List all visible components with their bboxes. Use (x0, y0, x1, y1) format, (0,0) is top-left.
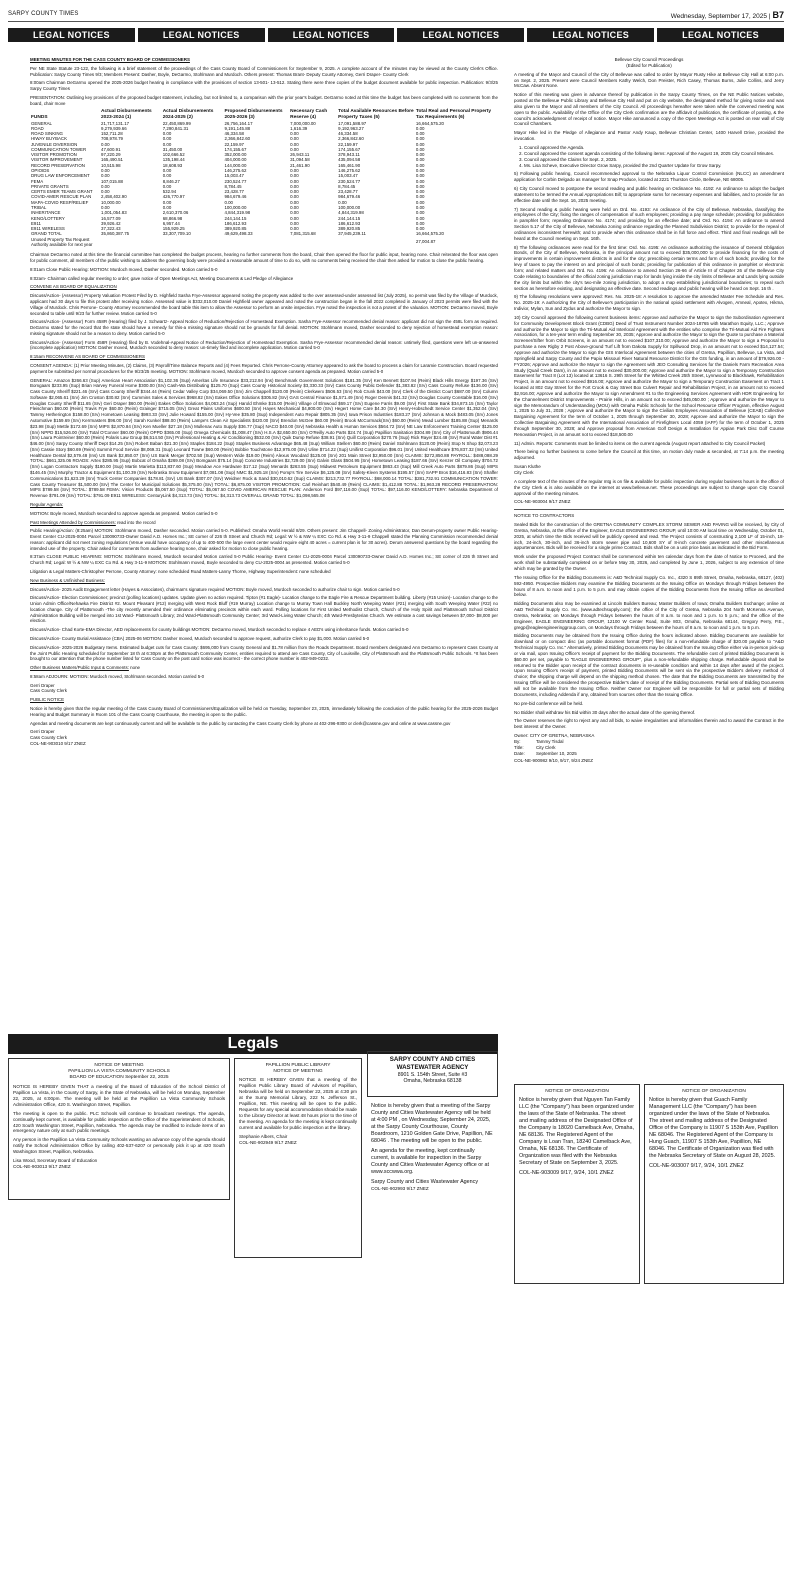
budget-cell: 532.94 (162, 189, 177, 195)
cass-paragraph: MOTION: Boyle moved, Murdoch seconded to approve agenda as prepared. Motion carried 5-0 (30, 510, 218, 516)
notice-code: COL-NE-902949 9/17 ZNEZ (239, 1140, 297, 1146)
budget-cell: 0.00 (162, 131, 172, 137)
budget-cell: 23,428.77 (338, 189, 358, 195)
cass-paragraph: Past Meetings Attended by Commissioners: read into the record (30, 519, 156, 525)
budget-cell: 27,004.87 (415, 239, 436, 245)
budget-cell: 0.00 (415, 173, 425, 179)
budget-cell: 107,015.88 (101, 178, 123, 184)
budget-cell (162, 237, 224, 248)
masthead (8, 8, 784, 22)
gretna-paragraph: Work under the proposed Project Contract shall be commenced within ten calendar days from the date of Notice to Proceed, and the work shall be substantially completed on or before May 30, 2026, and completed by June 1, 2026, subject to any extension of time which may be granted by the Owner. (514, 554, 784, 571)
budget-cell: 49,629,498.33 (224, 231, 253, 237)
cass-title: MEETING MINUTES FOR THE CASS COUNTY BOARD OF COMMISSIONERS (30, 57, 190, 62)
gretna-paragraph: No pre-bid conference will be held. (514, 700, 584, 706)
budget-cell: 9,191,145.88 (224, 125, 251, 131)
budget-cell: HIWAY BUYBACK (31, 136, 68, 142)
list-item: 1. Council approved the Agenda. (524, 145, 784, 151)
budget-cell: 10,515.98 (101, 162, 121, 168)
budget-cell: TRIBAL (31, 205, 47, 210)
budget-column-header: Actual Disbursements 2023-2024 (1) (101, 109, 152, 120)
budget-cell: 102,666.52 (162, 152, 185, 158)
budget-cell: VISITOR PROMOTION (31, 152, 77, 158)
budget-cell: 33,307,709.10 (162, 231, 191, 237)
notice-code: COL-NE-902993 9/17 ZNEZ (371, 1186, 429, 1192)
budget-cell: 37,945,239.11 (338, 231, 366, 237)
budget-cell: 0.00 (415, 157, 425, 163)
budget-cell: 0.00 (415, 141, 425, 147)
cass-paragraph: 8:37am CLOSE PUBLIC HEARING: MOTION: Stohlmann moved, Murdoch seconded Motion carried 5-0 Public Hearing- Event Center CU-2025-0004 Parcel 130090733-Owner David A.D. Homes Inc.; SE corner of 226 th Street and Church Rd; Legal: W ½ & NW ¼ EXC Co Rd. & Hwy 3-11-9 MOTION: Stohlmann moved, Boyle seconded to deny CU-2025-0004 as presented. Motion carried 5-0 (30, 554, 498, 566)
budget-cell: 0.00 (290, 194, 299, 200)
budget-cell: 0.00 (415, 205, 425, 210)
notice-paragraph: Notice is hereby given that Nguyen Tan Family LLC (the "Company") has been organized under the laws of the State of Nebraska. The street and mailing address of the Designated Office of the Company is 18020 Camelback Ave, Omaha, NE 68136. The Registered Agent of the Company is Loan Tran, 18240 Camelback Ave, Omaha, NE 68136. The Certificate of Organization was filed with the Nebraska Secretary of State on September 3, 2025. (519, 1097, 635, 1167)
budget-cell: 1,001,054.83 (101, 210, 127, 216)
budget-cell: 152,711.28 (101, 131, 123, 137)
banner-label: LEGAL NOTICES (8, 28, 135, 42)
budget-column-header: Proposed Disbursements 2025-2026 (3) (224, 109, 283, 120)
budget-cell: KENO/LOTTERY (31, 215, 65, 221)
budget-cell: 0.00 (415, 189, 425, 195)
budget-cell: 31,094.58 (290, 157, 310, 163)
budget-cell: 0.00 (415, 194, 425, 200)
budget-cell: 7,290,841.31 (162, 125, 189, 131)
budget-cell: 0.00 (415, 210, 425, 216)
budget-cell: 155,929.25 (162, 226, 185, 232)
budget-cell: 0.00 (290, 220, 299, 226)
budget-cell: 35,860,387.75 (101, 231, 130, 237)
cass-paragraph: 8:58am ADJOURN: MOTION: Murdoch moved, Stohlmann seconded. Motion carried 5-0 (30, 673, 205, 679)
budget-cell: 146,275.62 (224, 168, 247, 174)
nguyen-tan-organization-notice: NOTICE OF ORGANIZATION Notice is hereby given that Nguyen Tan Family LLC (the "Company") has been organized under the laws of the State of Nebraska. The street and mailing address of the Designated Office of the Company is 18020 Camelback Ave, Omaha, NE 68136. The Registered Agent of the Company is Loan Tran, 18240 Camelback Ave, Omaha, NE 68136. The Certificate of Organization was filed with the Nebraska Secretary of State on September 3, 2025. COL-NE-903009 9/17, 9/24, 10/1 ZNEZ (514, 1084, 640, 1284)
budget-cell: 0.00 (290, 178, 299, 184)
budget-cell: 0.00 (415, 125, 425, 131)
budget-cell: 4,844,319.98 (224, 210, 251, 216)
budget-column-header: Necessary Cash Reserve (4) (290, 109, 328, 120)
budget-cell: GRAND TOTAL (31, 231, 62, 237)
signature-block: Susan Kluthe City Clerk (514, 464, 541, 475)
gretna-paragraph: Bidding Documents also may be examined at Lincoln Builders Bureau; Master Builders of Iowa; Omaha Builders Exchange; online at A&D Technical Supply Co. Inc. (www.adtechsupply.com); the office of the City of Gretna, Nebraska 204 North McKenna Avenue, Gretna, Nebraska; on Mondays through Fridays between the hours of 8 a.m. to noon and 1 p.m. to 5 p.m.; and the office of the Engineer, EAGLE ENGINEERING GROUP, 12100 W Center Road, Suite 803, Omaha, Nebraska 68144, Gregory Perry, P.E., gregp@eagleengineeringgroup.com, on Mondays through Fridays between the hours of 8 a.m. to noon and 1 p.m. to 5 p.m. (514, 601, 784, 630)
budget-cell: 244,144.15 (338, 215, 361, 221)
list-item: 3. Council approved the Claims for Sept. 2, 2025. (524, 157, 784, 163)
budget-cell: RECORD PRESERVATION (31, 162, 85, 168)
section-heading: CONVENE AS BOARD OF EQUALIZATION (30, 284, 117, 290)
bellevue-paragraph: 10) City Council approved the following current business items: Approve and authorize the Mayor to sign the Subordination Agreement for Community Development Block Grant (CDBG) Deed of Trust Instrument Number 2024-18765 with Marathon Equity, LLC.; Approve and authorize the Mayor to sign the Tri-Mutual Aid Interlocal Agreement with the entities who comprise the Tri-Mutual Aid Fire Fighters Association, for a ten-year term ending September 30, 2035; Approve and authorize the Mayor to sign the Quote to purchase a Material Screener/Sifter from Orbit Screens, in an amount not to exceed $107,310.00; Approve and authorize the Mayor to sign a Proposal to purchase a new Rigby 2 Post Above-ground Turf Lift from Dakota Supply for Spillwood Drop, in an amount not to exceed $14,127.54; Approve and authorize the Mayor to sign the GIS Interlocal Agreement between the cities of Gretna, Papillion, Bellevue, La Vista, and Springfield and Sarpy County and the Papio Missouri River Natural Resource District for the GIS funding, in an amount of $79,926.00 - FY2026; Approve and authorize the Mayor to sign the Agreement with JEO Consulting Services for the Daniels Farm Recreation Area Study (Quail Creek Dam), in an amount not to exceed $30,000.00; Approve and authorize the Mayor to sign a Temporary Construction Easement for Tract 8 (Lot 13) located at 13616 S. 29th Street for the Whitted Creek 25th Street, Lynnwood to Blackhawk, Rehabilitation Project, in an amount not to exceed $916.00; Approve and authorize the Mayor to sign a Temporary Construction Easement on Tract 1 located at 802 Gay Street for the Fort Crook & Gay Street Box Culvert Repair and Rehabilitation Project, in an amount not to exceed $2,916.00; Approve and authorize the Mayor to sign Amendment #1 to the Engineering Services Agreement with HDR Engineering for the Channelment District Improvements - Prairie Hills, in an amount not to exceed $45,050.00 ; Approve and authorize the Mayor to sign the Memorandum of Understanding (MOU) with Omaha Public Schools for the School Resource Officer Program, effective August 1, 2025 to July 31, 2028 ; Approve and authorize the Mayor to sign the Civilian Employees Association of Bellevue (CEAB) Collective Bargaining Agreement for the term of October 1, 2025 through September 30, 2028; Approve and authorize the Mayor to sign the Collective Bargaining Agreement with the International Association of Firefighters Local 4059 (IAFF) for the term of October 1, 2025 through September 30, 2028; and Approve proposal from American Golf Design & Installation for Appian Park Disc Golf Course Renovation Project, in an amount not to exceed $18,500.00 (514, 314, 784, 437)
budget-column-header: Total Available Resources Before Property Taxes (5) (338, 109, 414, 120)
budget-cell: 0.00 (290, 189, 299, 195)
budget-cell: 16,664,575.20 (415, 231, 445, 237)
budget-cell: INHERITANCE (31, 210, 61, 216)
budget-cell: 39,926.42 (101, 220, 121, 226)
budget-cell: 0.00 (290, 205, 299, 210)
budget-cell: 0.00 (290, 168, 299, 174)
cass-presentation: PRESENTATION: Outlining key provisions of the proposed budget statement, including, but not limited to, a comparison with the prior year's budget. DeGarmo noted at this time the budget has been completed with no comments from the board, chair move (30, 94, 498, 106)
budget-cell: E911 (31, 220, 41, 226)
budget-cell: 97,220.29 (101, 152, 121, 158)
budget-cell: 47,600.91 (101, 146, 121, 152)
budget-cell: 435,094.58 (338, 157, 361, 163)
budget-cell: 46,334.58 (224, 131, 244, 137)
bellevue-proceedings (514, 57, 784, 505)
cass-paragraph: Discuss/Action- (Assessor) Form 458R (Hearing) filed by B. Vodehnal-Appeal Notice of Reduction/Rejection of Homestead Exemption. Sasha Frye-Assessor recommended denial reason: untimely filed, questions were left un-answered (incomplete application) MOTION: Dasher moved, Murdoch seconded to deny reason: un-timely filed and incomplete application. Motion carried 5-0 (30, 339, 498, 351)
budget-cell: 46,334.58 (338, 131, 358, 137)
signature: Stephanie Albers, Chair (239, 1134, 288, 1140)
budget-cell: ROAD (31, 125, 44, 131)
budget-cell: 8,784.45 (224, 183, 242, 189)
wastewater-agency-box: SARPY COUNTY AND CITIES WASTEWATER AGENCY 8901 S. 154th Street, Suite #3 Omaha, Nebraska 68138 (367, 1051, 498, 1097)
budget-cell: 0.00 (101, 141, 110, 147)
public-notice: Agendas and meeting documents are kept continuously current and will be available to the public by contacting the Cass County Clerk by phone at 402-296-9300 or clerk@cassne.gov and online at www.cassne.gov (30, 720, 451, 726)
papillion-la-vista-schools-notice: NOTICE OF MEETING PAPILLION LA VISTA COMMUNITY SCHOOLS BOARD OF EDUCATION September 22, 2025 NOTICE IS HEREBY GIVEN THAT a meeting of the Board of Education of the School District of Papillion La Vista, in the County of Sarpy, in the State of Nebraska, will be held on Monday, September 22, 2025, at 6:00pm. The meeting will be held at the Papillion La Vista Community Schools Administration Office, 420 S. Washington Street, Papillion. The meeting is open to the public. PLC Schools will continue to broadcast meetings. The agenda, continually kept current, is available for public inspection at the Office of the Superintendent of Schools, 420 South Washington Street, Papillion, Nebraska. The agenda may be modified to include items of an emergency nature only at such public meetings. Any person in the Papillion La Vista Community Schools wanting an advance copy of the agenda should notify the School Administration Office by calling 402-537-6207 or personally pick it up at 420 South Washington Street, Papillion, Nebraska. Lisa Wood, Secretary Board of Education COL-NE-903013 9/17 ZNEZ (8, 1058, 230, 1200)
cass-paragraph: Other Business Matters/Public Input & Comments: none (30, 665, 141, 671)
budget-cell: 22,159.97 (338, 141, 358, 147)
budget-cell: 0.00 (101, 183, 110, 189)
budget-cell: 389,920.85 (338, 226, 361, 232)
budget-cell: 100,000.00 (338, 205, 361, 210)
gretna-paragraph: No Bidder shall withdraw his Bid within 30 days after the actual date of the opening thereof. (514, 709, 696, 715)
budget-cell: 146,275.62 (338, 168, 361, 174)
cass-paragraph: Discuss/Action- (Assessor) Property Valuation Protest Filed by D. Highfield Sasha Frye-Assessor appeared noting the property was added to the over assessed-under assessed list (July 2025), no permit was filed by the Village of Murdock, applicant had 30 days to file this protest after receiving notice. Assessed value is $332,010.00 Daniel Highfield owner appeared and noted the construction began in the fall 2022 completed in January of 2023 permits were filed with the Village of Murdock. Chris Perrone- County Attorney recommended the board table this item to allow the Assessor to perform an onsite inspection. Frye noted the inspection is not a protest of the valuation. MOTION: DeGarmo moved, Boyle seconded to table until 9/23 for further review. Motion carried 5-0 (30, 293, 498, 316)
budget-cell: 165,461.90 (338, 162, 361, 168)
budget-cell: 0.00 (415, 178, 425, 184)
banner-label: LEGAL NOTICES (138, 28, 265, 42)
budget-cell: 0.00 (224, 199, 233, 205)
signature: Lisa Wood, Secretary Board of Education (13, 1158, 98, 1164)
budget-cell: 9,279,939.66 (101, 125, 127, 131)
bellevue-paragraph: A meeting of the Mayor and Council of the City of Bellevue was called to order by Mayor Rusty Hike at Bellevue City Hall at 6:00 p.m. on Sept. 2, 2025. Present were Council Members Kathy Welch, Don Preister, Rich Casey, Thomas Burns, Julie Collins, and Jerry McCaw. Absent None. (514, 71, 784, 89)
budget-cell: 165,490.51 (101, 157, 123, 163)
cass-paragraph: Discuss/Action- County Burial Assistance (CBA) 2025-06 MOTION: Dasher moved, Murdoch seconded to approve request, authorize Clerk to pay $1,000. Motion carried 5-0 (30, 636, 370, 641)
budget-cell: PRIVATE GRANTS (31, 183, 69, 189)
notice-paragraph: NOTICE IS HEREBY GIVEN THAT a meeting of the Board of Education of the School District of Papillion La Vista, in the County of Sarpy, in the State of Nebraska, will be held on Monday, September 22, 2025, at 6:00pm. The meeting will be held at the Papillion La Vista Community Schools Administration Office, 420 S. Washington Street, Papillion. (13, 1083, 225, 1107)
bellevue-paragraph: 5) Following public hearing, Council recommended approval to the Nebraska Liquor Control Commission (NLCC) an amendment application for Corbin Delgado as manager for Snap Produce, located at 2221 Thurston Circle, Bellevue, NE 68005. (514, 171, 784, 183)
budget-cell: 0.00 (290, 226, 299, 232)
budget-cell: 230,524.77 (338, 178, 361, 184)
budget-cell: 0.00 (101, 189, 110, 195)
section-heading: PUBLIC NOTICE (30, 697, 65, 703)
budget-cell: E911 WIRELESS (31, 226, 65, 232)
budget-cell: 8,846.27 (162, 178, 180, 184)
budget-cell (337, 237, 415, 248)
gretna-paragraph: The Owner reserves the right to reject any and all bids, to waive irregularities and informalities therein and to award the Contract in the best interest of the Owner. (514, 718, 784, 730)
budget-cell: 17,091,588.97 (338, 120, 367, 126)
budget-cell: 2,610,370.06 (162, 210, 189, 216)
notice-paragraph: Notice is hereby given that a meeting of the Sarpy County and Cities Wastewater Agency will be held at 4:00 PM , on Wednesday, September 24, 2025, at the Sarpy County Courthouse, County Boardroom, 1210 Golden Gate Drive, Papillion, NE 68046 . The meeting will be open to the public. (371, 1103, 493, 1145)
gretna-title-line: Title: City Clerk (514, 744, 556, 750)
section-heading: 8:15am RECONVENE AS BOARD OF COMMISSIONERS (30, 354, 145, 360)
budget-cell: 0.00 (415, 152, 425, 158)
notice-paragraph: NOTICE IS HEREBY GIVEN that a meeting of the Papillion Public Library Board of Advisors of Papillion, Nebraska will be held on September 22, 2025 at 4:30 pm at the Sump Memorial Library, 222 N. Jefferson St., Papillion, NE. This meeting will be open to the public. Requests for any special accommodation should be made to the Library Director at least 48 hours prior to the time of the meeting. An agenda for the meeting is kept continually current and available for public inspection at the library. (239, 1077, 357, 1131)
budget-cell: 0.00 (162, 205, 172, 210)
gretna-owner: Owner: CITY OF GRETNA, NEBRASKA (514, 733, 595, 739)
budget-cell: 0.00 (415, 162, 425, 168)
budget-cell: 0.00 (415, 226, 425, 232)
gretna-title: NOTICE TO CONTRACTORS (514, 513, 575, 519)
banner-label: LEGAL NOTICES (657, 28, 784, 42)
budget-cell: VISITOR IMPROVEMENT (31, 157, 83, 163)
budget-table (30, 109, 498, 247)
budget-cell (223, 237, 289, 248)
budget-cell: 23,428.77 (224, 189, 244, 195)
cass-paragraph: Litigation & Legal Matters-Christopher Perrone, County Attorney: none scheduled Road Matters-Lanny Thorne, Highway Superintendent: none scheduled (30, 568, 331, 574)
cass-intro: Per NE State Statute 23-122, the following is a brief statement of the proceedings of the Cass County Board of Commissioners for September 9, 2025. A complete account of the minutes may be viewed at the County Clerk's Office. Publication: Sarpy County Times 9/3; Members Present: Dasher, Boyle, DeGarmo, Stohlmann and Murdoch. Others present: Thomas Brant- Deputy County Attorney, Gerri Draper- County Clerk (30, 65, 498, 77)
gretna-paragraph: The Issuing Office for the Bidding Documents is: A&D Technical Supply Co. Inc., 4320 S 89th Street, Omaha, Nebraska, 68127, (402) 592-4950. Prospective Bidders may examine the Bidding Documents at the Issuing Office on Mondays through Fridays between the hours of 8 a.m. to noon and 1 p.m. to 5 p.m. and may obtain copies of the Bidding Documents from the Issuing Office as described below. (514, 574, 784, 598)
banner-label: LEGAL NOTICES (527, 28, 654, 42)
bellevue-paragraph: 6) City Council moved to postpone the second reading and public hearing on Ordinance No. 4192: An ordinance to adopt the budget statement to be termed the Annual Appropriations Bill; to appropriate sums for necessary expenses and liabilities, and to provide for an effective date until the Sept. 16, 2025 meeting. (514, 186, 784, 203)
list-item: 4. Ms. Lisa Scheve, Executive Director Grow Sarpy, provided the 2nd Quarter Update for Grow Sarpy. (524, 163, 784, 169)
budget-cell: 0.00 (338, 199, 347, 205)
budget-cell: 0.00 (162, 173, 172, 179)
banner-label: LEGAL NOTICES (268, 28, 395, 42)
budget-cell: 1,616.39 (290, 125, 308, 131)
budget-cell: MAPA-COVID RESP/RELIEF (31, 199, 89, 205)
gretna-by: By: Tammy Tisdal (514, 738, 564, 744)
budget-cell: 0.00 (162, 168, 172, 174)
cass-paragraph: 8:02am- Chairman called regular meeting to order; gave notice of Open Meetings Act, Meeting Documents & Led Pledge of Allegiance (30, 275, 294, 281)
bellevue-title: Bellevue City Council Proceedings (614, 57, 684, 62)
budget-cell: JUVENILE DIVERSION (31, 141, 78, 147)
budget-cell: Unused Property Tax Request Authority available for next year (31, 236, 93, 247)
bellevue-paragraph: There being no further business to come before the Council at this time, on motion duly made & seconded, at 7:14 p.m. the meeting adjourned. (514, 449, 784, 461)
budget-cell: 2,458,402.90 (101, 194, 127, 200)
cass-paragraph: Public Hearing/Action: (8:25am) MOTION: Stohlmann moved, Dasher seconded. Motion carried 5-0. Published: Omaha World Herald 8/29. Others present: Jim Chappell- Zoning Administrator, Dan Derum-property owner Public Hearing- Event Center CU-2025-0004 Parcel 130090733-Owner David A.D. Homes Inc.; SE corner of 226 th Street and Church Rd; Legal: W ½ & NW ¼ EXC Co Rd. & Hwy 3-11-9 Chappell stated the Planning Commission recommended denial reason: applicant did not meet zoning regulations (Venue would have occupancy of up to 400-500 the large event center would require eight 40 acres = current plan is for 30 acres). Derum answered questions by the board regarding the intended use of the property. Chair asked for comments from audience hearing none, chair asked for motion to close public hearing. (30, 528, 498, 551)
notice-paragraph: Notice is hereby given that Guach Family Management LLC (the "Company") has been organized under the laws of the State of Nebraska. The street and mailing address of the Designated Office of the Company is 11907 S 153th Ave, Papillion NE 68046. The Registered Agent of the Company is Hung Guach, 11907 S 153th Ave, Papillion, NE 68046. The Certificate of Organization was filed with the Nebraska Secretary of State on August 28, 2025. (649, 1097, 778, 1160)
cass-paragraph: Chairman DeGarmo noted at this time the financial committee has completed the budget process, hearing no further comments from the board, Chair then opened the floor for public input, hearing none. Chair reiterated the floor was open for public comment, all members of the public wishing to address the governing body were provided a reasonable amount of time to do so, with no comments being received the chair then asked for motion to close the public hearing. (30, 252, 498, 264)
budget-cell: 0.00 (101, 168, 110, 174)
budget-cell: 174,155.67 (224, 146, 247, 152)
bellevue-paragraph: Notice of this meeting was given in advance thereof by publication in the Sarpy County Times, on the NE Public Notices website, posted at the Bellevue Public Library and Bellevue City Hall and put on city website, the designated method for giving notice and was also given to the Mayor and all members of the City Council. All proceedings hereafter were taken while the convened meeting was open to the public. Availability of the Office of the City Clerk confirmation are the affidavit of publication, the certificate of posting, & the council's acknowledgment of receipt of notice. Mayor Hike announced a copy of the Open Meetings Act is posted on rear wall of City Council Chambers. (514, 92, 784, 127)
cass-paragraph: Discuss/Action- Election Commissioner; precinct (polling locations) updates. Update given no action required. Tipton (#1 Eagle)- Location change to the Eagle Fire & Rescue Department building. Liberty (#15 Union)- Location change to the Union Admin Office/Nehawka Fire District #2. Mount Pleasant (#12) merging with West Rock Bluff (#19 Murray) Location change to Murray Town Hall Buckley North Weeping Water (#21) merging with South Weeping Water (#22) no location change. City of Plattsmouth -The city recently amended their ordinance eliminating precincts within each ward. Polling locations for First United Methodist Church, Church of the Holy Spirit and Plattsmouth School District Administration Building will be merged into 1st Ward- Plattsmouth Library; 2nd Ward-Plattsmouth Community Center; 3rd Ward-Living Water Church; 4th Ward-Presbyterian Church. We estimate a cost savings between $7,000- $8,000 per election. (30, 595, 498, 624)
budget-cell: 352,000.00 (224, 152, 247, 158)
budget-cell: 0.00 (415, 131, 425, 137)
budget-column-header: Total Real and Personal Property Tax Requirements (6) (415, 109, 492, 120)
budget-cell: 22,450,869.99 (162, 120, 191, 126)
budget-cell: 0.00 (415, 183, 425, 189)
section-heading: Regular Agenda: (30, 501, 64, 507)
notice-code: COL-NE-903004 9/17 ZNEZ (514, 499, 571, 505)
cass-paragraph: CONSENT AGENDA: (1) Prior Meeting Minutes, (2) Claims, (3) Payroll/Time Balance Reports and (4) Fees Reported. Chris Perrone-County Attorney appeared to ask the board to process a claim for Laramie Construction. Board requested payment be submitted per normal procedures for the 9/23/25 meeting. MOTION: Stohlmann moved, Murdoch seconded to approve consent agenda as prepared. Motion carried 5-0 (30, 362, 498, 374)
budget-cell: 0.00 (415, 199, 425, 205)
budget-cell: 7,081,315.68 (290, 231, 316, 237)
public-notice: Notice is hereby given that the regular meeting of the Cass County Board of Commissioners/Equalization will be held on Tuesday, September 23, 2025, immediately following the conclusion of the public hearing for the 2025-2026 Budget Hearing and Budget Summary in Room 101 of the Cass County Courthouse, the meeting is open to the public. (30, 706, 498, 717)
budget-cell: 2,366,842.60 (224, 136, 251, 142)
budget-cell: 21,717,131.17 (101, 120, 130, 126)
budget-cell: 0.00 (290, 173, 299, 179)
bellevue-paragraph: 8) The following ordinances were read for the first time: Ord. No. 4195: An ordinance authorizing the issuance of General Obligation Bonds, of the City of Bellevue, Nebraska, in the principal amount not to exceed $35,000,000 to provide financing for the costs of improvements in certain improvement districts in and for the city; prescribing certain terms and form of such bonds; providing for the levy of taxes to pay the interest on and principal of such bonds; providing for publication of this ordinance in pamphlet or electronic form; and related matters and Ord. No. 4196: An ordinance to amend Section 26-66 of Article III of Chapter 26 of the Bellevue City Code relating to boundaries of the official zoning jurisdiction map for lands lying inside the city limits of Bellevue and Lands lying outside the city limits but within the city's two-mile zoning jurisdiction, to adopt a map establishing jurisdictional boundaries; to repeal such section as heretofore existing, and designating an effective date. Second readings and public hearing will be heard on Sept. 16 th . (514, 244, 784, 291)
bellevue-list (524, 145, 784, 168)
budget-cell: 144,000.00 (224, 162, 247, 168)
budget-cell: 4,844,319.98 (338, 210, 364, 216)
bellevue-paragraph: 7) Second reading & public hearing were held on Ord. No. 4193: An ordinance of the City of Bellevue, Nebraska, classifying the employees of the City; fixing the ranges of compensation of such employees; providing a pay range schedule; providing for publication in pamphlet form; repealing Ordinance No. 4174; and providing for an effective date; and Ord. No. 4194: An ordinance to amend Section 5.17 of the City of Bellevue, Nebraska zoning ordinance regarding the Planned Subdivision District; to provide for the repeal of ordinances inconsistent herewith; and to provide when this ordinance shall be in full force and effect. Third and final readings will be heard at the Council meeting on Sept. 16th. (514, 206, 784, 241)
notice-code: COL-NE-903007 9/17, 9/24, 10/1 ZNEZ (649, 1163, 744, 1170)
budget-cell: 0.00 (415, 136, 425, 142)
page-number: B7 (772, 10, 784, 20)
budget-cell: 0.00 (162, 136, 172, 142)
budget-cell: 174,155.67 (338, 146, 361, 152)
budget-cell: 0.00 (101, 205, 110, 210)
gretna-paragraph: Bidding Documents may be obtained from the Issuing Office during the hours indicated above. Bidding Documents are available for download or on compact disc (as portable document format (PDF) files) for a non-refundable charge of $20.00 payable to "A&D Technical Supply Co. Inc." Alternatively, printed Bidding Documents may be obtained from the Issuing Office either via in-person pick-up or via mail, upon Issuing Office's receipt of payment for the Bidding Documents. The refundable cost of printed Bidding Documents is $60.00 per set, payable to "EAGLE ENGINEERING GROUP", plus a non-refundable shipping charge. Refundable deposit shall be returned to the Bidder upon receipt of the contract documents in re-useable condition and within 14 days after award of the project. Upon Issuing Office's receipt of payment, printed Bidding Documents will be sent via the prospective Bidder's delivery method of choice; the shipping charge will depend on the shipping method chosen. The date that the Bidding Documents are transmitted by the Issuing Office will be considered the prospective Bidder's date of receipt of the Bidding Documents. Partial sets of Bidding Documents will not be available from the Issuing Office. Neither Owner nor Engineer will be responsible for full or partial sets of Bidding Documents, including Addenda if any, obtained from sources other than the Issuing Office. (514, 633, 784, 697)
notice-code: COL-NE-903009 9/17, 9/24, 10/1 ZNEZ (519, 1170, 614, 1177)
budget-cell: 15,003.47 (224, 173, 244, 179)
budget-cell: 244,144.15 (224, 215, 247, 221)
budget-cell (289, 237, 337, 248)
cass-county-minutes (30, 57, 498, 1025)
notice-paragraph: The meeting is open to the public. PLC Schools will continue to broadcast meetings. The agenda, continually kept current, is available for public inspection at the Office of the Superintendent of Schools, 420 South Washington Street, Papillion, Nebraska. The agenda may be modified to include items of an emergency nature only at such public meetings. (13, 1110, 225, 1134)
budget-cell: 426,770.97 (162, 194, 185, 200)
budget-cell: CERTS EMER TEAMS GRANT (31, 189, 93, 195)
budget-cell: 135,198.44 (162, 157, 185, 163)
budget-cell: 26,756,164.17 (224, 120, 253, 126)
newspaper-name: SARPY COUNTY TIMES (8, 11, 79, 17)
budget-cell: 68,866.98 (162, 215, 183, 221)
budget-cell: 0.00 (290, 141, 299, 147)
budget-cell (100, 237, 162, 248)
cass-opening: 8:00am Chairman DeGarmo opened the 2025-2026 budget hearing in compliance with the provisions of section 13-501- 13-512. Stating there were three copies of the budget document available for public inspection. Publication: 9/3/25 Sarpy County Times (30, 80, 498, 92)
budget-cell: 2,366,842.60 (338, 136, 364, 142)
gretna-paragraph: Sealed Bids for the construction of the GRETNA COMMUNITY COMPLEX STORM SEWER AND PAVING will be received, by City of Gretna, Nebraska, at the office of the Engineer, EAGLE ENGINEERING GROUP, until 10:00 AM local time on Wednesday, October 01, 2025, at which time the Bids received will be publicly opened and read. The Project consists of constructing 2,100 LF of 15-inch, 18-inch, 24-inch, 30-inch, and 36-inch storm sewer pipe and 10,600 SY of 8-inch concrete pavement and other miscellaneous appurtenances. Bids will be received for a single prime Contract. Bids shall be on a unit price basis as indicated in the Bid Form. (514, 522, 784, 551)
budget-cell: 0.00 (162, 199, 172, 205)
budget-cell: 0.00 (415, 220, 425, 226)
gretna-notice-to-contractors (514, 509, 784, 764)
budget-cell: 9,192,963.27 (338, 125, 364, 131)
budget-cell: 10,000.00 (101, 199, 121, 205)
budget-cell: 0.00 (290, 183, 299, 189)
legal-notices-banner (8, 28, 784, 42)
cass-paragraph: Discuss/Action- (Assessor) Form 458R (Hearing) filed by J. Schwartz- Appeal Notice of Reduction/Rejection of Homestead Exemption. Sasha Frye-Assessor recommended denial reason: applicant did not sign the 458L form as required. DeGarmo stated for the record that the state should have a remedy for this-a missing signature should not be grounds for full denial. MOTION: Stohlmann moved, Dasher seconded to deny rejection of homestead exemption reason: missing signature should not be a reason to deny. Motion carried 5-0 (30, 319, 498, 336)
budget-cell: 0.00 (101, 173, 110, 179)
budget-cell: 230,524.77 (224, 178, 247, 184)
budget-cell: 186,612.93 (224, 220, 247, 226)
budget-cell: 404,000.00 (224, 157, 247, 163)
budget-cell: DRUG LAW ENFORCEMENT (31, 173, 90, 179)
signature: Sarpy County and Cities Wastewater Agency (371, 1179, 479, 1186)
budget-cell: 0.00 (415, 168, 425, 174)
budget-cell: 18,608.93 (162, 162, 183, 168)
claims-paragraph: GENERAL: Amazon $266.63 (Sup) American Heart Association $1,102.36 (Sup) Ameritas Life Insurance $33,212.94 (Ins) Benchmark Government Solutions $181.35 (Srv) Ken Bennett $107.94 (Reim) Black Hills Energy $197.36 (Srv) Bomgaars $233.95 (Sup) Brian Harvey Funeral Home $300.00 (Srv) Cash-Wa Distributing $125.70 (Sup) Cass County Historical Society $3,330.33 (Srv) Cass County Public Defender $1,383.82 (Srv) Cass County Refuse $136.00 (Srv) Cass County Sheriff $221.46 (Srv) Cass County Sheriff $344.44 (Reim) Cedar Valley Corp $34,069.50 (Srv) Jim Chappell $120.00 (Reim) Clerkwerx $506.53 (Srv) Rob Crunk $43.00 (Srv) Clerk of the District Court $687.00 (Srv) Column Software $2,065.61 (Srv) Jim Croston $30.82 (Srv) Cummins Sales & Services $968.82 (Srv) Eakes Office Solutions $305.82 (Srv) GAS Central Finance $1,571.49 (Srv) Roger Dennis $41.32 (Srv) Douglas County Constable $16.00 (Srv) Douglas County Sheriff $11.65 (Srv) Geri Draper $60.00 (Reim) Eakes Office Solutions $4,063.24 (Sup) Harold Ehmke $15.00 (Reim) Village of Elmwood $69.17 (Srv) Eugene Farris $9.00 (Srv) First State Bank $34,873.15 (Srv) Taylor Fleischman $60.00 (Reim) Travis Frye $60.00 (Reim) Grainger $715.05 (Srv) Great Plains Uniforms $600.50 (Srv) Hayes Mechanical $4,800.00 (Srv) Hegert Home Care $4.30 (Srv) Henry-Hobschedt Service Center $1,352.04 (Srv) Tammy Hetherington $158.00 (Srv) Hometown Leasing $993.33 (Srv) Julie Howard $155.00 (Srv) Hy-Vee $35.80 (Sup) Independent Auto Repair $805.35 (Srv) Iowa Prison Industries $183.27 (Srv) Johnson & Mock $483.05 (Srv) Jones Automotive $159.69 (Srv) Kerrmasters $96.00 (Srv) Sarah Kunkel $88.00 (Reim) Lampe's Clean Air Specialists $420.00 (Srv) Brendon McGee $60.00 (Reim) Brook McCormack(Srv) $60.00 (Reim) Mead Lumber $185.88 (Sup) Menards $23.98 (Sup) Mettle $172.69 (Srv) MIPS $2,870.84 (Srv) Ken Mueller $27.18 (Srv) Mullenax Auto Supply $36.77 (Sup) NACO $40.00 (Srv) Nebraska Health & Human Services $564.72 (Srv) NE Law Enforcement Training Center $125.00 (Srv) NPPD $15,526.00 (Srv) Total O'Conner $60.00 (Reim) OPPD $365.00 (Sup) Omega Chemicals $1,008.47 (Srv) H.S.A $2,650.00 (Srv) O'Reilly Auto Parts $24.74 (Sup) Papillion Sanitation $304.89 (Srv) City of Plattsmouth $906.44 (Srv) Laura Pointreiner $60.00 (Reim) Polaris Law Group $6,514.50 (Srv) Professional Heating & Air Conditioning $532.00 (Srv) Quik Dump Refuse $38.91 (Srv) Quill Corporation $270.76 (Sup) Rick Rayer $24.48 (Srv) Rural Water Dist #1 $46.00 (Srv) Sarpy County Sheriff Dept $14.25 (Srv) Robert Baban $21.30 (Srv) Staples $184.22 (Sup) Staples Business Advantage $65.48 (Sup) William Stellern $60.00 (Reim) Daniel Stohlmann $120.00 (Reim) Stop N Shop $2,073.23 (Srv) Cassie Story $60.69 (Reim) Summit Food Service $8,069.31 (Sup) Leonard Towne $60.00 (Reim) Bobbie Touchstone $12,975.00 (Srv) Uline $714.22 (Sup) Unifirst Corporation $96.01 (Srv) United Healthcare $76,837.32 (Ins) United Healthcare Dental $2,579.48 (Ins) US Bank $2,850.07 (Srv) US Bank Merger $702.50 (Sup) Western Wide $19.00 (Reim) Alexus Woodard $125.00 (Srv) 201 Main Street $2,950.00 (Srv) CLAIMS: $272,850.88 PAYROLL: $488,088.29 TOTAL: $661,325.06 ROADS: Artex $285.95 (Sup) Bobcat of Omaha $269.08 (Srv) Bomgaars $75.14 (Sup) Concrete Industries $2,729.00 (Srv) Galvin Glass $504.95 (Srv) Hometown Leasing $187.66 (Srv) Kenzer Oil Company $704.72 (Srv) Logan Contractors Supply $180.00 (Sup) Martin Marietta $113,837.60 (Sup) Meadow Ace Hardware $17.12 (Sup) Menards $263.55 (Sup) Midwest Petroleum Equipment $863.43 (Sup) Mill Creek Auto Parts $879.86 (Sup) MIPS $146.45 (Srv) Murphy Tractor & Equipment $1,100.39 (Srv) Nebraska Snow Equipment $7,081.08 (Sup) NMC $1,925.18 (Srv) Pomp's Tire Service $6,125.08 (Srv) Safety-Kleen Systems $195.57 (Srv) SAPP Bros $16,416.83 (Srv) Shaffer Communications $1,623.29 (Srv) Truck Center Companies $178.81 (Srv) US Bank $307.07 (Srv) Weidner Rock & Sand $30,010.62 (Sup) CLAIMS: $213,732.77 PAYROLL: $68,000.14 TOTAL: $281,732.91 COMMUNICATION TOWER: Cass County Treasurer $1,500.00 (Srv) The Center for Municipal Solutions $5,375.00 (Srv) TOTAL: $6,875.00 VISITOR PROMOTION: Carl Reinhart $540.49 (Reim) CLAIMS: $1,412.88 TOTAL: $1,963.28 RECORD PRESERVATION: MIPS $789.58 (Srv) TOTAL: $789.58 FEMA: Vision Products $5,067.50 (Sup) TOTAL: $5,067.50 COVID AMERICAN RESCUE PLAN: Anderson Ford $97,116.00 (Sup) TOTAL: $97,116.00 KENO/LOTTERY: Nebraska Department of Revenue $791.09 (Srv) TOTAL: $791.09 E911 WIRELESS: CenturyLink $4,313.73 (Srv) TOTAL: $4,313.73 OVERALL GRAND TOTAL: $1,098,565.08 (30, 377, 498, 499)
cass-paragraph: Discuss/Action- 2025-2026 Budgetary Items. Estimated budget cuts for Cass County: $695,000 from County General and $1.78 million from the Roads Department. Board members designated Ann DeGarmo to represent Cass County at the Joint Public Hearing scheduled for September 18 th at 6:30pm at the Plattsmouth Community Center, entities required to attend are Cass County, City of Louisville, City of Plattsmouth and the Plattsmouth Public Schools. *It has been brought to our attention that the phone number listed for Cass County on the post card notice was incorrect - the correct phone number is 402-949-0232. (30, 644, 498, 662)
budget-cell: 37,322.43 (101, 226, 121, 232)
budget-cell: 0.00 (290, 131, 299, 137)
budget-cell: 16,664,575.20 (415, 120, 445, 126)
budget-cell: 0.00 (415, 146, 425, 152)
notice-paragraph: Any person in the Papillion La Vista Community Schools wanting an advance copy of the agenda should notify the School Administration Office by calling 402-537-6207 or personally pick it up at 420 South Washington Street, Papillion, Nebraska. (13, 1137, 225, 1155)
bellevue-paragraph: Mayor Hike led in the Pledge of Allegiance and Pastor Andy Kaup, Bellevue Christian Center, 1400 Harvell Drive, provided the invocation. (514, 130, 784, 142)
bellevue-subtitle: (Edited for Publication) (626, 62, 672, 68)
budget-cell: 26,943.11 (290, 152, 310, 158)
notice-code: COL-NE-903013 9/17 ZNEZ (13, 1164, 71, 1170)
budget-cell: 8,784.45 (338, 183, 356, 189)
budget-cell: 708,978.79 (101, 136, 123, 142)
budget-row (30, 237, 498, 248)
list-item: 2. Council approved the consent agenda consisting of the following items: Approval of the August 19, 2025 City Council Minutes. (524, 151, 784, 157)
budget-cell: ROAD SINKING (31, 131, 63, 137)
cass-paragraph: 8:01am Close Public Hearing: MOTION: Murdoch moved, Dasher seconded. Motion carried 5-0 (30, 266, 218, 272)
budget-cell: 6,957.44 (162, 220, 180, 226)
budget-cell: 0.00 (415, 215, 425, 221)
budget-cell: 984,679.46 (338, 194, 361, 200)
budget-cell: 7,000,000.00 (290, 120, 316, 126)
budget-cell: 378,943.11 (338, 152, 360, 158)
banner-label: LEGAL NOTICES (397, 28, 524, 42)
budget-cell: 0.00 (290, 136, 299, 142)
papillion-library-notice: PAPILLION PUBLIC LIBRARY NOTICE OF MEETING NOTICE IS HEREBY GIVEN that a meeting of the Papillion Public Library Board of Advisors of Papillion, Nebraska will be held on September 22, 2025 at 4:30 pm at the Sump Memorial Library, 222 N. Jefferson St., Papillion, NE. This meeting will be open to the public. Requests for any special accommodation should be made to the Library Director at least 48 hours prior to the time of the meeting. An agenda for the meeting is kept continually current and available for public inspection at the library. Stephanie Albers, Chair COL-NE-902949 9/17 ZNEZ (234, 1058, 362, 1258)
budget-cell: 389,920.85 (224, 226, 247, 232)
cass-paragraph: Discuss/Action- 2025 Audit Engagement letter (Hayes & Associates), chairman's signature required MOTION: Boyle moved, Murdoch seconded to authorize chair to sign. Motion carried 5-0 (30, 586, 400, 592)
budget-cell: 22,159.97 (224, 141, 244, 147)
budget-cell: 0.00 (290, 215, 299, 221)
budget-cell: 0.00 (290, 199, 299, 205)
bellevue-paragraph: A complete text of the minutes of the regular mtg is on file & available for public inspection during regular business hours in the office of the City Clerk & is also available on the internet at www.bellevue.net. These proceedings are subject to change upon City Council approval of the meeting minutes. (514, 478, 784, 496)
gretna-date: Date: September 10, 2025 (514, 750, 577, 756)
budget-cell: 186,612.93 (338, 220, 361, 226)
signature-block: Gerri Draper Cass County Clerk COL-NE-903010 9/17 ZNEZ (30, 729, 86, 746)
budget-cell: FEMA (31, 178, 44, 184)
budget-cell: 21,461.90 (290, 162, 310, 168)
budget-cell: OPIOIDS (31, 168, 50, 174)
signature-block: Gerri Draper Cass County Clerk (30, 682, 67, 694)
budget-cell: GENERAL (31, 120, 52, 126)
budget-cell: 15,003.47 (338, 173, 358, 179)
budget-cell: 16,577.09 (101, 215, 121, 221)
right-column (514, 57, 784, 1073)
cass-paragraph: Discuss/Action- Chad Korte-EMA Director, AED replacements for county buildings MOTION: DeGarmo moved, Murdoch seconded to replace 4 AED's using inheritance funds. Motion carried 5-0 (30, 627, 409, 633)
notice-paragraph: An agenda for the meeting, kept continually current, is available for inspection in the Sarpy County and Cities Wastewater Agency office or at www.sccwwa.org. (371, 1148, 490, 1176)
bellevue-paragraph: 11) Admin. Reports: Comments must be limited to items on the current agenda (August report attached to City Council Packet) (514, 440, 766, 446)
budget-cell: 984,679.46 (224, 194, 247, 200)
budget-cell: COVID-AMER RESCUE PLAN (31, 194, 92, 200)
budget-cell: 0.00 (162, 141, 172, 147)
budget-cell: 0.00 (162, 183, 172, 189)
issue-date: Wednesday, September 17, 2025 | B7 (670, 10, 784, 20)
budget-cell: 0.00 (290, 146, 299, 152)
notice-code: COL-NE-900982 9/10, 9/17, 9/24 ZNEZ (514, 758, 594, 764)
budget-cell: COMMUNICATION TOWER (31, 146, 87, 152)
bellevue-paragraph: 9) The following resolutions were approved: Res. No. 2025-18: A resolution to approve the amended Master Fee Schedule and Res. No. 2025-19: A authorizing the City of Bellevue's participation in the national opioid settlement with Alvogen, Amneal, Apotex, Hikma, Indivior, Mylan, Sun and Zydus and authorize the Mayor to sign. (514, 294, 784, 312)
budget-cell: 100,000.00 (224, 205, 247, 210)
legals-heading: Legals (8, 1034, 498, 1054)
budget-column-header: FUNDS (31, 114, 48, 120)
budget-column-header: Actual Disbursements 2024-2025 (2) (162, 109, 214, 120)
budget-cell: 0.00 (290, 210, 299, 216)
section-heading: New Business & Unfinished Business: (30, 577, 105, 583)
budget-cell: 31,450.00 (162, 146, 183, 152)
guach-organization-notice: NOTICE OF ORGANIZATION Notice is hereby given that Guach Family Management LLC (the "Company") has been organized under the laws of the State of Nebraska. The street and mailing address of the Designated Office of the Company is 11907 S 153th Ave, Papillion NE 68046. The Registered Agent of the Company is Hung Guach, 11907 S 153th Ave, Papillion, NE 68046. The Certificate of Organization was filed with the Nebraska Secretary of State on August 28, 2025. COL-NE-903007 9/17, 9/24, 10/1 ZNEZ (644, 1084, 784, 1284)
wastewater-meeting-notice (367, 1101, 498, 1271)
